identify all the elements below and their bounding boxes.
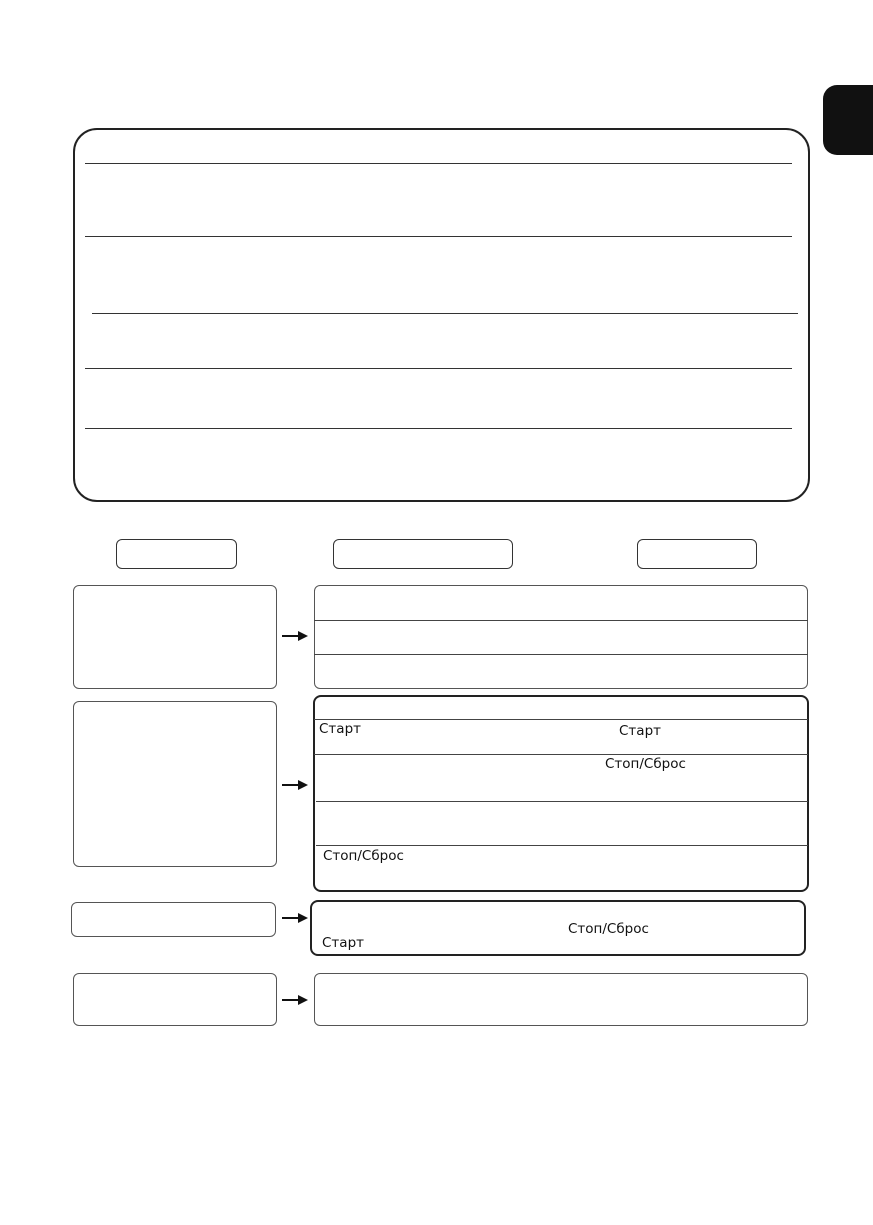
- arrow-right-icon: [282, 630, 308, 642]
- start-button-label: Старт: [319, 721, 361, 737]
- start-button-label: Старт: [322, 935, 364, 951]
- table-divider: [85, 163, 792, 164]
- action-row-divider: [316, 801, 808, 802]
- table-divider: [92, 313, 798, 314]
- table-divider: [85, 236, 792, 237]
- action-box: [310, 900, 806, 956]
- start-button-label: Старт: [619, 723, 661, 739]
- condition-box: [73, 585, 277, 689]
- action-row-divider: [314, 719, 808, 720]
- action-row-divider: [314, 754, 808, 755]
- stop-reset-button-label: Стоп/Сброс: [568, 921, 649, 937]
- section-tab-marker: [823, 85, 873, 155]
- stop-reset-button-label: Стоп/Сброс: [605, 756, 686, 772]
- action-box: [314, 585, 808, 689]
- action-row-divider: [314, 654, 808, 655]
- table-divider: [85, 368, 792, 369]
- arrow-right-icon: [282, 779, 308, 791]
- arrow-right-icon: [282, 994, 308, 1006]
- action-box: [314, 973, 808, 1026]
- condition-box: [73, 973, 277, 1026]
- column-header-right: [637, 539, 757, 569]
- condition-box: [71, 902, 276, 937]
- condition-box: [73, 701, 277, 867]
- action-row-divider: [314, 620, 808, 621]
- action-row-divider: [316, 845, 808, 846]
- table-divider: [85, 428, 792, 429]
- arrow-right-icon: [282, 912, 308, 924]
- stop-reset-button-label: Стоп/Сброс: [323, 848, 404, 864]
- info-table: [73, 128, 810, 502]
- column-header-left: [116, 539, 237, 569]
- column-header-middle: [333, 539, 513, 569]
